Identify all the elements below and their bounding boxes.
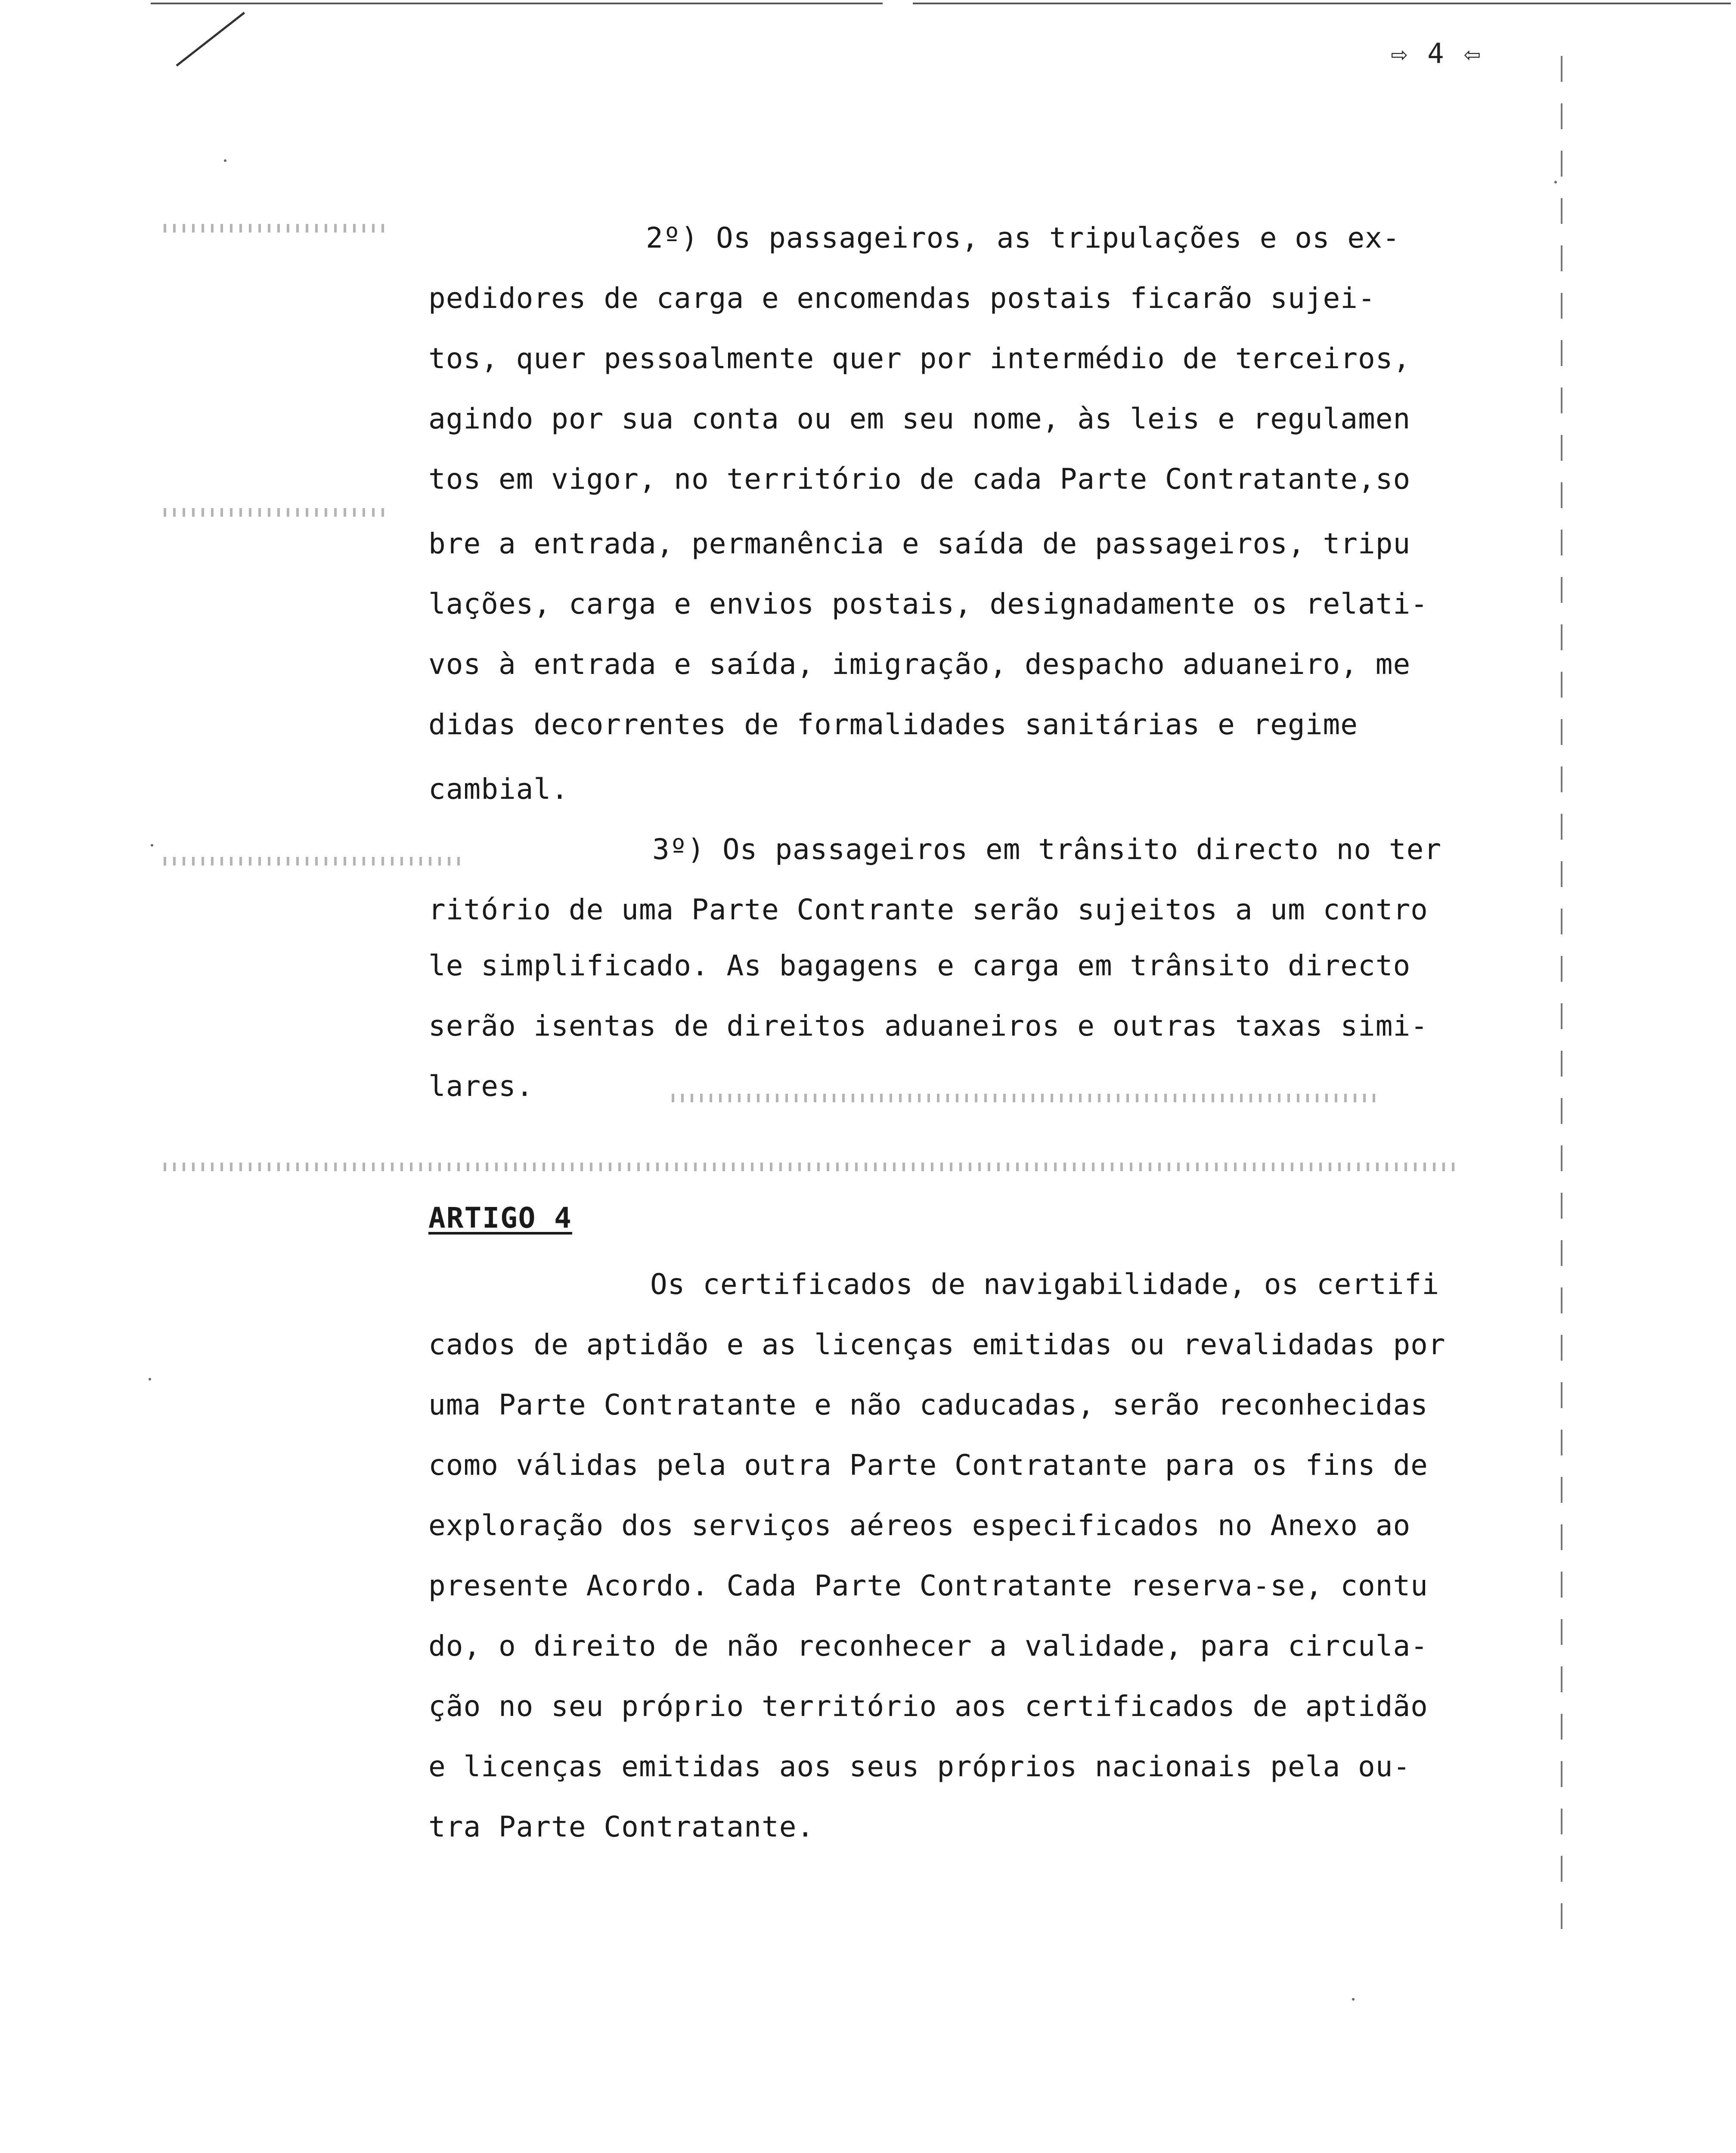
scan-speck — [151, 844, 153, 847]
text-line: como válidas pela outra Parte Contratante para os fins de — [428, 1449, 1428, 1482]
scan-speck — [1352, 1998, 1355, 2001]
scan-noise-band — [164, 1163, 1455, 1171]
text-line: bre a entrada, permanência e saída de passageiros, tripu — [428, 527, 1411, 560]
text-line: exploração dos serviços aéreos especificados no Anexo ao — [428, 1509, 1411, 1542]
scan-noise-band — [164, 508, 388, 517]
text-line: 2º) Os passageiros, as tripulações e os ex- — [646, 221, 1400, 254]
binding-edge-rule — [1561, 56, 1562, 1951]
text-line: pedidores de carga e encomendas postais ficarão sujei- — [428, 282, 1376, 315]
scan-noise-band — [164, 224, 388, 233]
scan-speck — [224, 159, 226, 162]
scan-speck — [149, 1378, 151, 1381]
text-line: serão isentas de direitos aduaneiros e outras taxas simi- — [428, 1009, 1428, 1042]
text-line: do, o direito de não reconhecer a validade, para circula- — [428, 1629, 1428, 1663]
top-edge-rule — [151, 3, 883, 4]
top-edge-rule-right — [913, 3, 1731, 4]
text-line: ritório de uma Parte Contrante serão sujeitos a um contro — [428, 893, 1428, 926]
text-line: agindo por sua conta ou em seu nome, às leis e regulamen — [428, 402, 1411, 435]
scan-noise-band — [164, 857, 465, 866]
text-line: e licenças emitidas aos seus próprios nacionais pela ou- — [428, 1750, 1411, 1783]
scan-noise-band — [672, 1094, 1382, 1102]
article-heading: ARTIGO 4 — [428, 1201, 572, 1235]
text-line: tra Parte Contratante. — [428, 1810, 815, 1843]
text-line: cambial. — [428, 772, 569, 806]
text-line: lares. — [428, 1070, 534, 1103]
text-line: vos à entrada e saída, imigração, despacho aduaneiro, me — [428, 648, 1411, 681]
text-line: ção no seu próprio território aos certificados de aptidão — [428, 1690, 1428, 1723]
corner-scribble-mark — [176, 12, 245, 66]
text-line: presente Acordo. Cada Parte Contratante reserva-se, contu — [428, 1569, 1428, 1602]
text-line: tos, quer pessoalmente quer por intermédio de terceiros, — [428, 342, 1411, 375]
text-line: tos em vigor, no território de cada Parte Contratante,so — [428, 462, 1411, 496]
text-line: uma Parte Contratante e não caducadas, serão reconhecidas — [428, 1388, 1428, 1421]
scan-speck — [1554, 181, 1557, 183]
text-line: 3º) Os passageiros em trânsito directo no ter — [652, 833, 1442, 866]
text-line: Os certificados de navigabilidade, os certifi — [650, 1268, 1440, 1301]
text-line: cados de aptidão e as licenças emitidas ou revalidadas por — [428, 1328, 1446, 1361]
text-line: didas decorrentes de formalidades sanitárias e regime — [428, 708, 1358, 741]
page-number: ⇨ 4 ⇦ — [1391, 38, 1482, 70]
text-line: le simplificado. As bagagens e carga em trânsito directo — [428, 949, 1411, 982]
text-line: lações, carga e envios postais, designadamente os relati- — [428, 587, 1428, 620]
